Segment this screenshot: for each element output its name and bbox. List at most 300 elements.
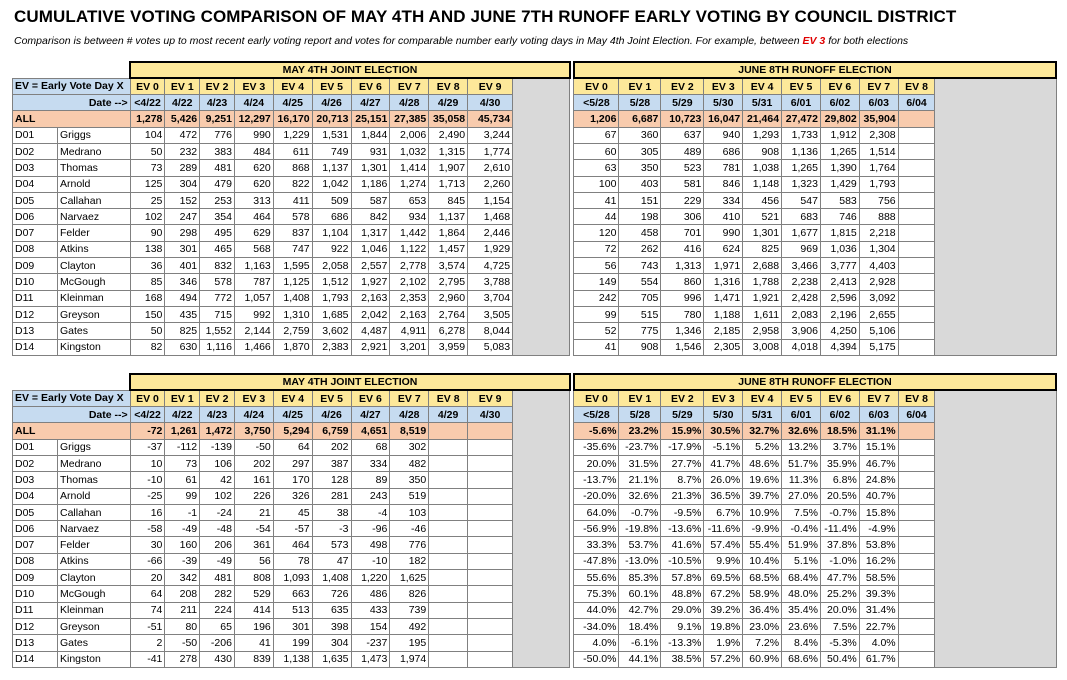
- june-value-cell: [898, 290, 935, 306]
- may-value-cell: 387: [312, 455, 351, 471]
- may-value-cell: 1,220: [351, 570, 390, 586]
- may-value-cell: 247: [165, 209, 200, 225]
- may-value-cell: 64: [273, 439, 312, 455]
- may-value-cell: 6,278: [429, 323, 468, 339]
- may-ev-header: EV 0: [130, 390, 165, 406]
- june-value-cell: 52: [574, 323, 619, 339]
- june-value-cell: 229: [661, 192, 704, 208]
- may-value-cell: -58: [130, 521, 165, 537]
- june-date-header: 5/28: [619, 407, 661, 423]
- may-value-cell: 2,163: [351, 290, 390, 306]
- may-value-cell: 42: [200, 472, 235, 488]
- june-all-cell: 15.9%: [661, 423, 704, 439]
- district-name: Kingston: [58, 339, 131, 355]
- june-ev-header: EV 7: [859, 78, 898, 94]
- june-value-cell: 4,018: [782, 339, 821, 355]
- june-value-cell: 27.7%: [661, 455, 704, 471]
- june-date-header: 5/29: [661, 95, 704, 111]
- may-all-cell: 5,294: [273, 423, 312, 439]
- may-value-cell: [429, 602, 468, 618]
- june-value-cell: 7.5%: [782, 504, 821, 520]
- june-value-cell: 64.0%: [574, 504, 619, 520]
- may-value-cell: [429, 439, 468, 455]
- june-ev-header: EV 6: [820, 78, 859, 94]
- june-value-cell: 1,764: [859, 160, 898, 176]
- may-value-cell: 1,046: [351, 241, 390, 257]
- june-value-cell: [898, 323, 935, 339]
- may-value-cell: 1,408: [273, 290, 312, 306]
- all-label: ALL: [13, 111, 131, 127]
- may-value-cell: 519: [390, 488, 429, 504]
- may-value-cell: 3,602: [312, 323, 351, 339]
- may-value-cell: 433: [351, 602, 390, 618]
- june-value-cell: 4,403: [859, 258, 898, 274]
- may-date-header: 4/30: [468, 407, 513, 423]
- june-value-cell: 2,185: [704, 323, 743, 339]
- june-date-header: 5/30: [704, 95, 743, 111]
- june-value-cell: 1,188: [704, 306, 743, 322]
- district-name: Medrano: [58, 455, 131, 471]
- may-date-header: 4/26: [312, 407, 351, 423]
- may-value-cell: 414: [234, 602, 273, 618]
- june-value-cell: 11.3%: [782, 472, 821, 488]
- june-value-cell: [898, 127, 935, 143]
- may-all-cell: 12,297: [234, 111, 273, 127]
- june-value-cell: 41.6%: [661, 537, 704, 553]
- may-value-cell: 103: [390, 504, 429, 520]
- june-value-cell: 1,971: [704, 258, 743, 274]
- june-value-cell: 68.5%: [743, 570, 782, 586]
- june-value-cell: 44: [574, 209, 619, 225]
- june-value-cell: 1,788: [743, 274, 782, 290]
- june-value-cell: 969: [782, 241, 821, 257]
- may-value-cell: 578: [273, 209, 312, 225]
- may-value-cell: 3,959: [429, 339, 468, 355]
- june-value-cell: -13.6%: [661, 521, 704, 537]
- june-value-cell: 583: [820, 192, 859, 208]
- may-ev-header: EV 2: [200, 78, 235, 94]
- june-value-cell: -5.1%: [704, 439, 743, 455]
- t2-section-row: [13, 374, 1057, 390]
- june-value-cell: 22.7%: [859, 618, 898, 634]
- june-value-cell: 51.7%: [782, 455, 821, 471]
- june-value-cell: [898, 225, 935, 241]
- may-all-cell: 45,734: [468, 111, 513, 127]
- may-value-cell: 152: [165, 192, 200, 208]
- june-value-cell: 2,928: [859, 274, 898, 290]
- june-value-cell: 53.7%: [619, 537, 661, 553]
- may-value-cell: [429, 651, 468, 667]
- may-value-cell: 2,260: [468, 176, 513, 192]
- may-value-cell: [429, 488, 468, 504]
- may-value-cell: 1,104: [312, 225, 351, 241]
- june-value-cell: -11.4%: [820, 521, 859, 537]
- subtitle-tail: for both elections: [828, 35, 909, 47]
- june-value-cell: 31.4%: [859, 602, 898, 618]
- t2-ev-row: [13, 390, 1057, 406]
- june-value-cell: 72: [574, 241, 619, 257]
- june-value-cell: 780: [661, 306, 704, 322]
- may-value-cell: 3,201: [390, 339, 429, 355]
- june-value-cell: 21.3%: [661, 488, 704, 504]
- may-ev-header: EV 1: [165, 390, 200, 406]
- may-value-cell: 568: [234, 241, 273, 257]
- may-value-cell: 56: [234, 553, 273, 569]
- may-value-cell: 195: [390, 635, 429, 651]
- june-value-cell: 20.0%: [574, 455, 619, 471]
- june-all-cell: 35,904: [859, 111, 898, 127]
- june-value-cell: 21.1%: [619, 472, 661, 488]
- may-value-cell: 20: [130, 570, 165, 586]
- may-value-cell: 2,557: [351, 258, 390, 274]
- district-name: Arnold: [58, 488, 131, 504]
- district-name: Clayton: [58, 570, 131, 586]
- may-value-cell: 495: [200, 225, 235, 241]
- may-value-cell: 138: [130, 241, 165, 257]
- june-value-cell: 60: [574, 143, 619, 159]
- may-value-cell: 1,531: [312, 127, 351, 143]
- june-value-cell: 262: [619, 241, 661, 257]
- may-value-cell: 10: [130, 455, 165, 471]
- district-code: D11: [13, 602, 58, 618]
- june-value-cell: 350: [619, 160, 661, 176]
- june-value-cell: 2,308: [859, 127, 898, 143]
- may-value-cell: [429, 586, 468, 602]
- june-value-cell: 55.6%: [574, 570, 619, 586]
- june-value-cell: 4.0%: [574, 635, 619, 651]
- june-value-cell: [898, 635, 935, 651]
- june-value-cell: 100: [574, 176, 619, 192]
- may-value-cell: 845: [429, 192, 468, 208]
- may-value-cell: [429, 570, 468, 586]
- may-value-cell: -24: [200, 504, 235, 520]
- may-value-cell: 4,725: [468, 258, 513, 274]
- june-ev-header: EV 1: [619, 78, 661, 94]
- june-value-cell: -10.5%: [661, 553, 704, 569]
- june-all-cell: 1,206: [574, 111, 619, 127]
- may-value-cell: 1,512: [312, 274, 351, 290]
- may-value-cell: [468, 439, 513, 455]
- june-value-cell: 1,265: [820, 143, 859, 159]
- may-value-cell: [468, 553, 513, 569]
- may-value-cell: 102: [200, 488, 235, 504]
- june-value-cell: -6.1%: [619, 635, 661, 651]
- district-name: Griggs: [58, 439, 131, 455]
- district-code: D10: [13, 274, 58, 290]
- june-value-cell: 554: [619, 274, 661, 290]
- may-value-cell: 302: [390, 439, 429, 455]
- may-value-cell: 1,685: [312, 306, 351, 322]
- may-ev-header: EV 3: [234, 78, 273, 94]
- june-value-cell: 489: [661, 143, 704, 159]
- district-code: D12: [13, 618, 58, 634]
- june-value-cell: 3,906: [782, 323, 821, 339]
- june-value-cell: 3,466: [782, 258, 821, 274]
- district-name: Kingston: [58, 651, 131, 667]
- may-value-cell: 243: [351, 488, 390, 504]
- june-value-cell: 3,092: [859, 290, 898, 306]
- june-value-cell: 686: [704, 143, 743, 159]
- june-all-cell: 32.7%: [743, 423, 782, 439]
- district-code: D03: [13, 472, 58, 488]
- may-value-cell: 1,870: [273, 339, 312, 355]
- june-value-cell: 10.4%: [743, 553, 782, 569]
- may-value-cell: 47: [312, 553, 351, 569]
- may-value-cell: 1,929: [468, 241, 513, 257]
- june-value-cell: 35.9%: [820, 455, 859, 471]
- may-value-cell: 313: [234, 192, 273, 208]
- may-value-cell: 383: [200, 143, 235, 159]
- june-date-header: 6/04: [898, 407, 935, 423]
- june-all-cell: 18.5%: [820, 423, 859, 439]
- may-value-cell: 154: [351, 618, 390, 634]
- may-value-cell: 430: [200, 651, 235, 667]
- may-value-cell: 1,595: [273, 258, 312, 274]
- may-value-cell: 50: [130, 143, 165, 159]
- may-value-cell: 1,713: [429, 176, 468, 192]
- may-value-cell: 82: [130, 339, 165, 355]
- june-value-cell: 8.7%: [661, 472, 704, 488]
- district-code: D13: [13, 323, 58, 339]
- june-value-cell: 68.6%: [782, 651, 821, 667]
- june-value-cell: 2,413: [820, 274, 859, 290]
- june-value-cell: [898, 143, 935, 159]
- may-value-cell: 1,301: [351, 160, 390, 176]
- may-value-cell: -112: [165, 439, 200, 455]
- june-value-cell: 48.6%: [743, 455, 782, 471]
- may-value-cell: 1,864: [429, 225, 468, 241]
- june-value-cell: 67.2%: [704, 586, 743, 602]
- may-value-cell: 629: [234, 225, 273, 241]
- may-value-cell: 2,353: [390, 290, 429, 306]
- june-ev-header: EV 0: [574, 390, 619, 406]
- june-value-cell: 705: [619, 290, 661, 306]
- district-code: D09: [13, 258, 58, 274]
- district-name: Kleinman: [58, 602, 131, 618]
- t1-section-row: [13, 62, 1057, 78]
- district-name: Atkins: [58, 241, 131, 257]
- may-value-cell: 99: [165, 488, 200, 504]
- june-all-cell: 23.2%: [619, 423, 661, 439]
- june-value-cell: 1,301: [743, 225, 782, 241]
- may-value-cell: [468, 537, 513, 553]
- may-value-cell: [468, 521, 513, 537]
- june-value-cell: 44.1%: [619, 651, 661, 667]
- may-value-cell: 104: [130, 127, 165, 143]
- may-ev-header: EV 4: [273, 78, 312, 94]
- may-value-cell: 361: [234, 537, 273, 553]
- may-value-cell: -50: [165, 635, 200, 651]
- june-value-cell: 1,304: [859, 241, 898, 257]
- may-value-cell: 1,154: [468, 192, 513, 208]
- june-value-cell: -5.3%: [820, 635, 859, 651]
- june-value-cell: 908: [743, 143, 782, 159]
- may-value-cell: 199: [273, 635, 312, 651]
- may-all-cell: 27,385: [390, 111, 429, 127]
- june-value-cell: 39.7%: [743, 488, 782, 504]
- may-value-cell: 1,457: [429, 241, 468, 257]
- may-value-cell: -237: [351, 635, 390, 651]
- june-value-cell: 940: [704, 127, 743, 143]
- may-all-cell: 5,426: [165, 111, 200, 127]
- may-value-cell: 202: [312, 439, 351, 455]
- may-value-cell: 1,163: [234, 258, 273, 274]
- june-ev-header: EV 3: [704, 78, 743, 94]
- june-value-cell: -50.0%: [574, 651, 619, 667]
- may-value-cell: 578: [200, 274, 235, 290]
- june-value-cell: [898, 455, 935, 471]
- june-value-cell: 1,429: [820, 176, 859, 192]
- may-value-cell: 481: [200, 570, 235, 586]
- may-value-cell: 41: [234, 635, 273, 651]
- june-value-cell: 990: [704, 225, 743, 241]
- may-date-header: 4/25: [273, 95, 312, 111]
- june-value-cell: 1,921: [743, 290, 782, 306]
- district-code: D05: [13, 504, 58, 520]
- june-value-cell: 2,428: [782, 290, 821, 306]
- may-value-cell: 2,764: [429, 306, 468, 322]
- june-value-cell: 1,036: [820, 241, 859, 257]
- june-value-cell: 38.5%: [661, 651, 704, 667]
- june-value-cell: 50.4%: [820, 651, 859, 667]
- may-value-cell: 837: [273, 225, 312, 241]
- may-value-cell: 822: [273, 176, 312, 192]
- may-value-cell: 2,795: [429, 274, 468, 290]
- may-value-cell: 479: [200, 176, 235, 192]
- june-value-cell: 701: [661, 225, 704, 241]
- may-value-cell: 1,774: [468, 143, 513, 159]
- june-value-cell: 48.8%: [661, 586, 704, 602]
- may-ev-header: EV 1: [165, 78, 200, 94]
- district-code: D02: [13, 143, 58, 159]
- may-gray-column: [513, 78, 570, 355]
- may-value-cell: 772: [200, 290, 235, 306]
- june-value-cell: 547: [782, 192, 821, 208]
- june-value-cell: 15.8%: [859, 504, 898, 520]
- may-value-cell: 620: [234, 176, 273, 192]
- may-value-cell: 304: [165, 176, 200, 192]
- all-label: ALL: [13, 423, 131, 439]
- may-value-cell: 1,635: [312, 651, 351, 667]
- may-all-cell: 4,651: [351, 423, 390, 439]
- may-value-cell: 472: [165, 127, 200, 143]
- may-date-header: 4/25: [273, 407, 312, 423]
- may-value-cell: -4: [351, 504, 390, 520]
- district-code: D07: [13, 537, 58, 553]
- june-value-cell: 7.2%: [743, 635, 782, 651]
- june-value-cell: 2,238: [782, 274, 821, 290]
- may-value-cell: [429, 521, 468, 537]
- may-value-cell: 1,408: [312, 570, 351, 586]
- june-value-cell: 5,106: [859, 323, 898, 339]
- may-value-cell: 922: [312, 241, 351, 257]
- june-ev-header: EV 8: [898, 390, 935, 406]
- district-name: Callahan: [58, 192, 131, 208]
- may-value-cell: [468, 618, 513, 634]
- june-value-cell: 5,175: [859, 339, 898, 355]
- may-value-cell: 282: [200, 586, 235, 602]
- june-value-cell: -13.7%: [574, 472, 619, 488]
- june-value-cell: 20.5%: [820, 488, 859, 504]
- june-value-cell: [898, 651, 935, 667]
- may-value-cell: [468, 455, 513, 471]
- june-value-cell: 57.2%: [704, 651, 743, 667]
- may-value-cell: 2,102: [390, 274, 429, 290]
- may-value-cell: 1,414: [390, 160, 429, 176]
- may-section-header: MAY 4TH JOINT ELECTION: [130, 374, 570, 390]
- may-value-cell: 289: [165, 160, 200, 176]
- june-value-cell: -17.9%: [661, 439, 704, 455]
- district-name: Kleinman: [58, 290, 131, 306]
- may-ev-header: EV 4: [273, 390, 312, 406]
- district-name: Thomas: [58, 160, 131, 176]
- june-value-cell: -56.9%: [574, 521, 619, 537]
- may-all-cell: 1,261: [165, 423, 200, 439]
- district-code: D06: [13, 209, 58, 225]
- june-value-cell: -0.7%: [619, 504, 661, 520]
- june-value-cell: [898, 160, 935, 176]
- may-value-cell: 749: [312, 143, 351, 159]
- june-value-cell: 75.3%: [574, 586, 619, 602]
- june-value-cell: 20.0%: [820, 602, 859, 618]
- june-value-cell: 63: [574, 160, 619, 176]
- may-value-cell: 620: [234, 160, 273, 176]
- june-value-cell: [898, 339, 935, 355]
- may-value-cell: 3,244: [468, 127, 513, 143]
- june-value-cell: 4.0%: [859, 635, 898, 651]
- june-value-cell: 403: [619, 176, 661, 192]
- may-value-cell: -1: [165, 504, 200, 520]
- june-value-cell: 13.2%: [782, 439, 821, 455]
- may-value-cell: -96: [351, 521, 390, 537]
- may-value-cell: 832: [200, 258, 235, 274]
- june-value-cell: 67: [574, 127, 619, 143]
- may-gray-column: [513, 390, 570, 667]
- june-date-header: 5/30: [704, 407, 743, 423]
- may-value-cell: 301: [165, 241, 200, 257]
- may-value-cell: 5,083: [468, 339, 513, 355]
- june-value-cell: 860: [661, 274, 704, 290]
- may-value-cell: -39: [165, 553, 200, 569]
- t1-ev-row: [13, 78, 1057, 94]
- may-value-cell: 663: [273, 586, 312, 602]
- may-date-header: 4/24: [234, 95, 273, 111]
- district-code: D04: [13, 176, 58, 192]
- may-value-cell: -206: [200, 635, 235, 651]
- june-value-cell: 846: [704, 176, 743, 192]
- june-section-header: JUNE 8TH RUNOFF ELECTION: [574, 62, 1056, 78]
- june-value-cell: -13.3%: [661, 635, 704, 651]
- may-value-cell: -49: [165, 521, 200, 537]
- june-value-cell: 2,196: [820, 306, 859, 322]
- may-value-cell: 1,442: [390, 225, 429, 241]
- june-value-cell: 25.2%: [820, 586, 859, 602]
- june-ev-header: EV 2: [661, 78, 704, 94]
- may-value-cell: [429, 472, 468, 488]
- may-value-cell: 492: [390, 618, 429, 634]
- may-value-cell: 2,058: [312, 258, 351, 274]
- district-name: Felder: [58, 225, 131, 241]
- district-name: Medrano: [58, 143, 131, 159]
- district-name: McGough: [58, 586, 131, 602]
- may-value-cell: 4,487: [351, 323, 390, 339]
- may-all-cell: 25,151: [351, 111, 390, 127]
- difference-table: [12, 373, 1057, 668]
- may-date-header: 4/28: [390, 407, 429, 423]
- may-value-cell: 1,552: [200, 323, 235, 339]
- june-value-cell: 3.7%: [820, 439, 859, 455]
- june-date-header: <5/28: [574, 407, 619, 423]
